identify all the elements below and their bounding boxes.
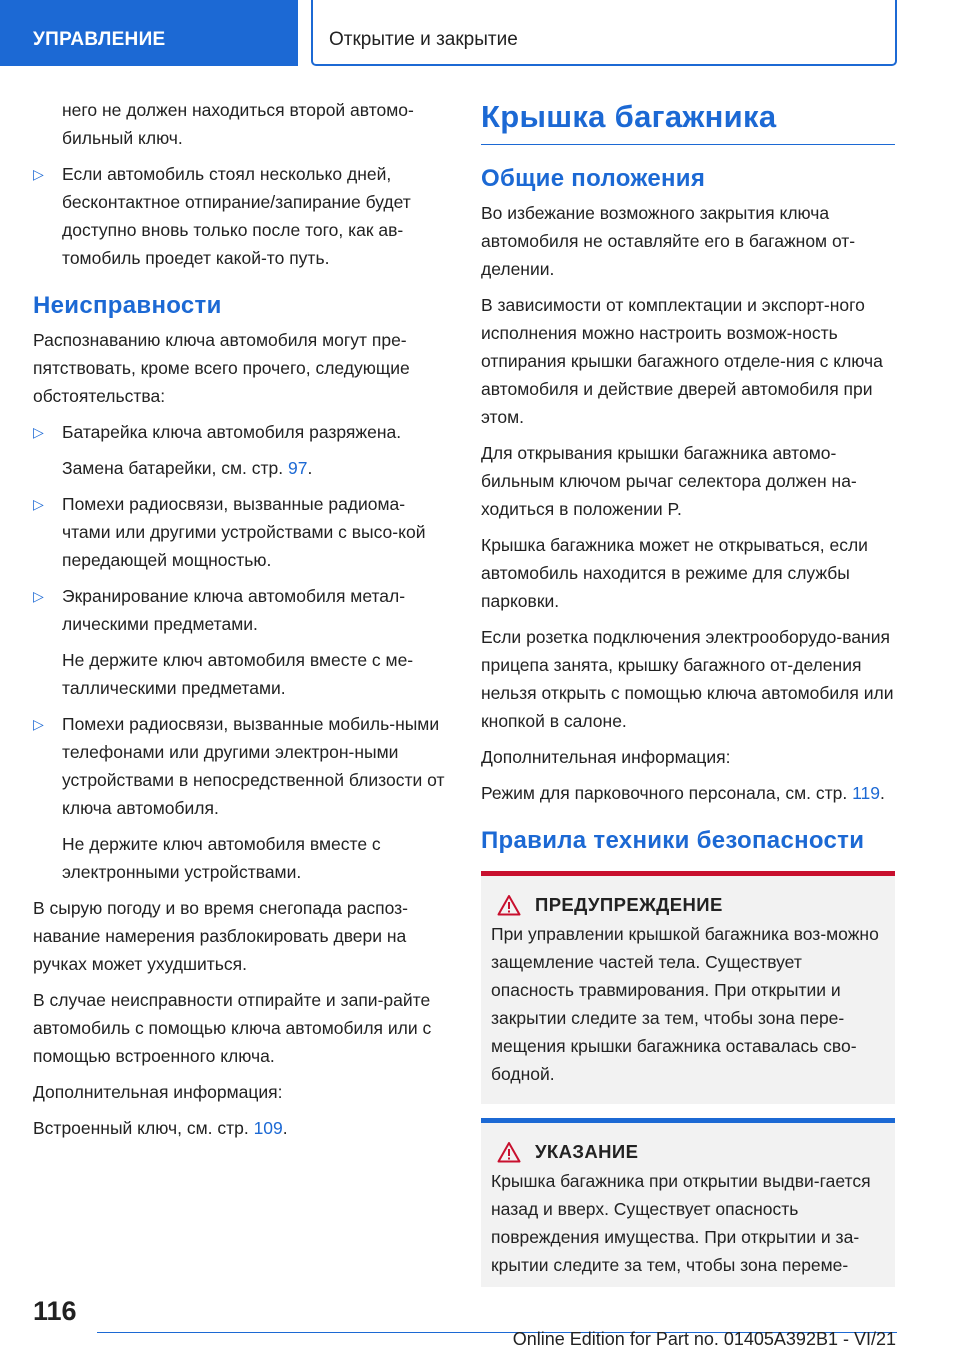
heading-general: Общие положения [481,165,706,192]
heading-safety: Правила техники безопасности [481,827,865,854]
list-item-text: Помехи радиосвязи, вызванные мобиль-ными телефонами или другими электрон-ными устройствами в непосредственной близости от ключа автомобиля. [62,714,445,818]
sub-paragraph: Не держите ключ автомобиля вместе с электронными устройствами. [62,834,381,882]
valet-ref-end: . [879,783,885,803]
list-item-text: Помехи радиосвязи, вызванные радиома-чтами или другими устройствами с высо-кой передающей мощностью. [62,494,426,570]
left-column [33,96,453,1150]
sub-text: Замена батарейки, см. стр. [62,458,288,478]
paragraph-key-ref [33,1114,453,1142]
bullet-triangle-icon: ▷ [33,496,44,512]
section-title: УПРАВЛЕНИЕ [0,0,298,66]
bullet-triangle-icon: ▷ [33,588,44,604]
notice-header [491,1141,883,1163]
sub-text-end: . [307,458,313,478]
warning-box [481,871,895,1104]
warning-text: При управлении крышкой багажника воз-можно защемление частей тела. Существует опасность травмирования. При открытии и закрытии следите за тем, чтобы зона пере-мещения крышки багажника оставалась сво-бодной. [491,924,879,1084]
list-item [33,710,453,822]
chapter-title: Открытие и закрытие [311,0,897,66]
paragraph-3: Для открывания крышки багажника автомо-бильным ключом рычаг селектора должен на-ходиться в положении P. [481,443,857,519]
page-ref-link[interactable]: 97 [287,458,308,478]
heading-malfunctions: Неисправности [33,292,222,319]
list-item [33,418,453,446]
right-column [481,96,895,1297]
bullet-triangle-icon: ▷ [33,166,44,182]
bullet-triangle-icon: ▷ [33,424,44,440]
footer-edition: Online Edition for Part no. 01405A392B1 - VI/21 [512,1329,896,1349]
paragraph-intro: Распознаванию ключа автомобиля могут пре-пятствовать, кроме всего прочего, следующие обстоятельства: [33,330,410,406]
notice-text: Крышка багажника при открытии выдви-гается назад и вверх. Существует опасность повреждения имущества. При открытии и за-крытии следите за тем, чтобы зона переме- [491,1171,871,1275]
warning-header [491,894,883,916]
continued-text: него не должен находиться второй автомо-бильный ключ. [62,100,414,148]
page-ref-link[interactable]: 109 [253,1118,283,1138]
list-item-text: Экранирование ключа автомобиля метал-лическими предметами. [62,586,406,634]
paragraph-5: Если розетка подключения электрооборудо-вания прицепа занята, крышку багажного от-деления нельзя открыть с помощью ключа автомобиля или кнопкой в салоне. [481,627,894,731]
sub-paragraph: Не держите ключ автомобиля вместе с ме-таллическими предметами. [62,650,414,698]
valet-ref-text: Режим для парковочного персонала, см. стр. [481,783,853,803]
paragraph-weather: В сырую погоду и во время снегопада распоз-навание намерения разблокировать двери на ручках может ухудшиться. [33,898,408,974]
paragraph-4: Крышка багажника может не открываться, если автомобиль находится в режиме для службы парковки. [481,535,868,611]
list-item-text: Если автомобиль стоял несколько дней, бесконтактное отпирание/запирание будет доступно вновь только после того, как ав-томобиль проедет какой-то путь. [62,164,411,268]
list-item-text: Батарейка ключа автомобиля разряжена. [62,422,402,442]
warning-triangle-icon [497,1141,521,1163]
page-number: 116 [33,1296,77,1326]
key-ref-text: Встроенный ключ, см. стр. [33,1118,254,1138]
paragraph-more-info: Дополнительная информация: [33,1082,283,1102]
bullet-triangle-icon: ▷ [33,716,44,732]
list-item [33,582,453,638]
paragraph-more-info: Дополнительная информация: [481,747,731,767]
notice-title: УКАЗАНИЕ [535,1141,639,1162]
heading-trunk-lid: Крышка багажника [481,96,895,145]
paragraph-2: В зависимости от комплектации и экспорт-ного исполнения можно настроить возмож-ность отпирания крышки багажного отделе-ния с ключа автомобиля и действие дверей автомобиля при этом. [481,295,883,427]
list-item [33,160,453,272]
paragraph-fault: В случае неисправности отпирайте и запи-райте автомобиль с помощью ключа автомобиля или с помощью встроенного ключа. [33,990,432,1066]
warning-triangle-icon [497,894,521,916]
notice-box [481,1118,895,1287]
warning-title: ПРЕДУПРЕЖДЕНИЕ [535,894,723,915]
key-ref-end: . [282,1118,288,1138]
list-item [33,490,453,574]
page-ref-link[interactable]: 119 [852,783,880,803]
paragraph-1: Во избежание возможного закрытия ключа автомобиля не оставляйте его в багажном от-делении. [481,203,856,279]
paragraph-valet-ref [481,779,895,807]
sub-paragraph [33,454,453,482]
